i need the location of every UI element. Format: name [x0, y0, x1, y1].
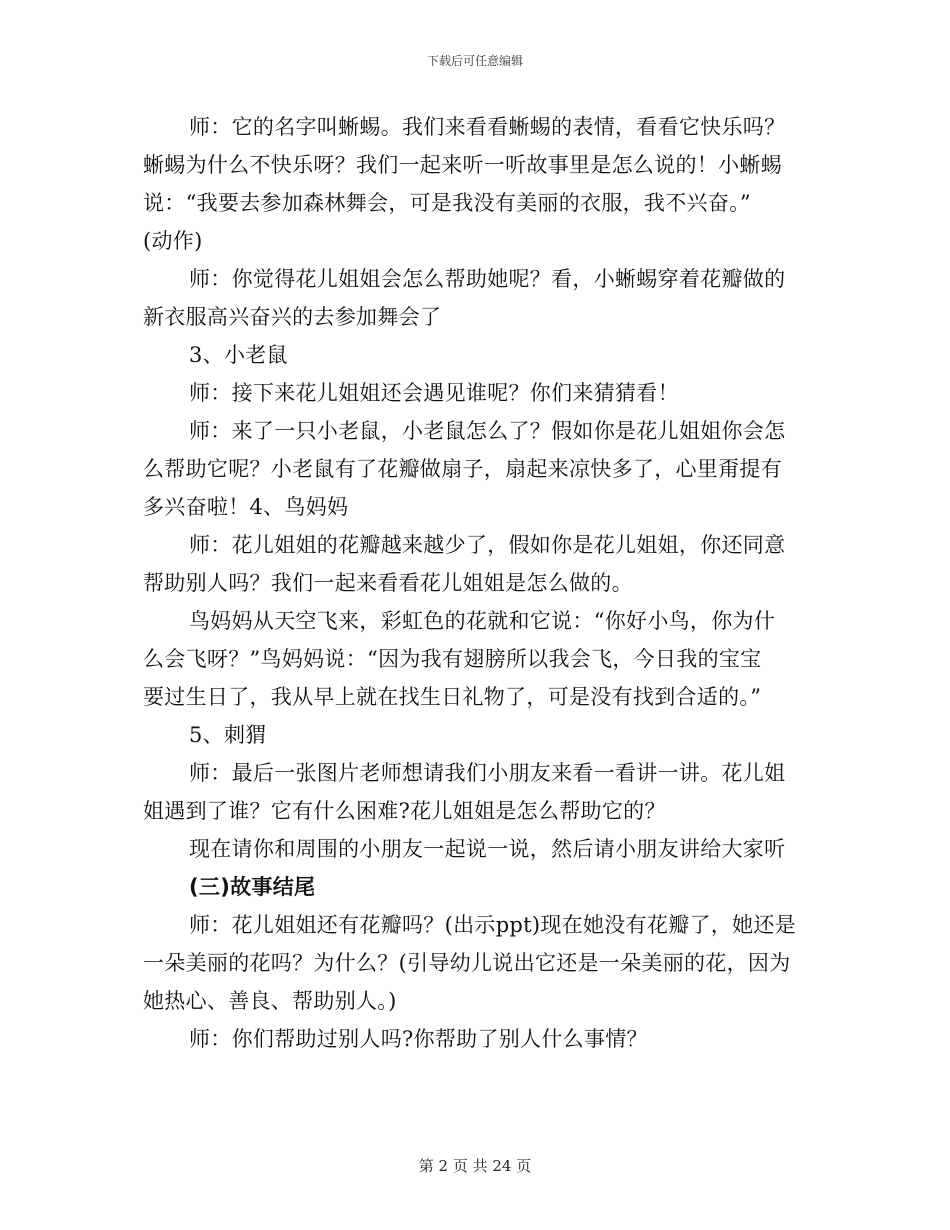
text-line: 多兴奋啦！4、鸟妈妈	[143, 495, 349, 519]
text-line: 师：你觉得花儿姐姐会怎么帮助她呢？看，小蜥蜴穿着花瓣做的	[189, 267, 786, 291]
text-line: 么帮助它呢？小老鼠有了花瓣做扇子，扇起来凉快多了，心里甭提有	[143, 457, 782, 481]
page-footer: 第 2 页 共 24 页	[418, 1157, 532, 1175]
text-line: 师：花儿姐姐的花瓣越来越少了，假如你是花儿姐姐，你还同意	[189, 533, 786, 557]
text-line: 姐遇到了谁？它有什么困难?花儿姐姐是怎么帮助它的？	[143, 799, 666, 823]
text-line: 新衣服高兴奋兴的去参加舞会了	[143, 305, 442, 329]
text-line: 师：接下来花儿姐姐还会遇见谁呢？你们来猜猜看！	[189, 381, 679, 405]
document-body	[143, 108, 823, 1058]
section-heading: 3、小老鼠	[189, 343, 288, 367]
text-line: 帮助别人吗？我们一起来看看花儿姐姐是怎么做的。	[143, 571, 633, 595]
section-heading: 5、刺猬	[189, 723, 267, 747]
text-line: 要过生日了，我从早上就在找生日礼物了，可是没有找到合适的。”	[143, 685, 762, 709]
text-line: 么会飞呀？”鸟妈妈说：“因为我有翅膀所以我会飞，今日我的宝宝	[143, 647, 762, 671]
section-heading: (三)故事结尾	[189, 875, 316, 899]
text-line: 现在请你和周围的小朋友一起说一说，然后请小朋友讲给大家听	[189, 837, 786, 861]
text-line: 蜥蜴为什么不快乐呀？我们一起来听一听故事里是怎么说的！小蜥蜴	[143, 153, 782, 177]
text-line: 师：来了一只小老鼠，小老鼠怎么了？假如你是花儿姐姐你会怎	[189, 419, 786, 443]
page-header: 下载后可任意编辑	[426, 54, 523, 68]
text-line: 师：最后一张图片老师想请我们小朋友来看一看讲一讲。花儿姐	[189, 761, 786, 785]
text-line: 师：花儿姐姐还有花瓣吗？(出示ppt)现在她没有花瓣了，她还是	[189, 913, 797, 937]
text-line: 鸟妈妈从天空飞来，彩虹色的花就和它说：“你好小鸟，你为什	[189, 609, 776, 633]
text-line: 说：“我要去参加森林舞会，可是我没有美丽的衣服，我不兴奋。”	[143, 191, 751, 215]
text-line: (动作)	[143, 229, 203, 253]
text-line: 师：你们帮助过别人吗?你帮助了别人什么事情？	[189, 1027, 648, 1051]
text-line: 她热心、善良、帮助别人。)	[143, 989, 397, 1013]
text-line: 一朵美丽的花吗？为什么？(引导幼儿说出它还是一朵美丽的花，因为	[143, 951, 791, 975]
text-line: 师：它的名字叫蜥蜴。我们来看看蜥蜴的表情，看看它快乐吗？	[189, 115, 786, 139]
